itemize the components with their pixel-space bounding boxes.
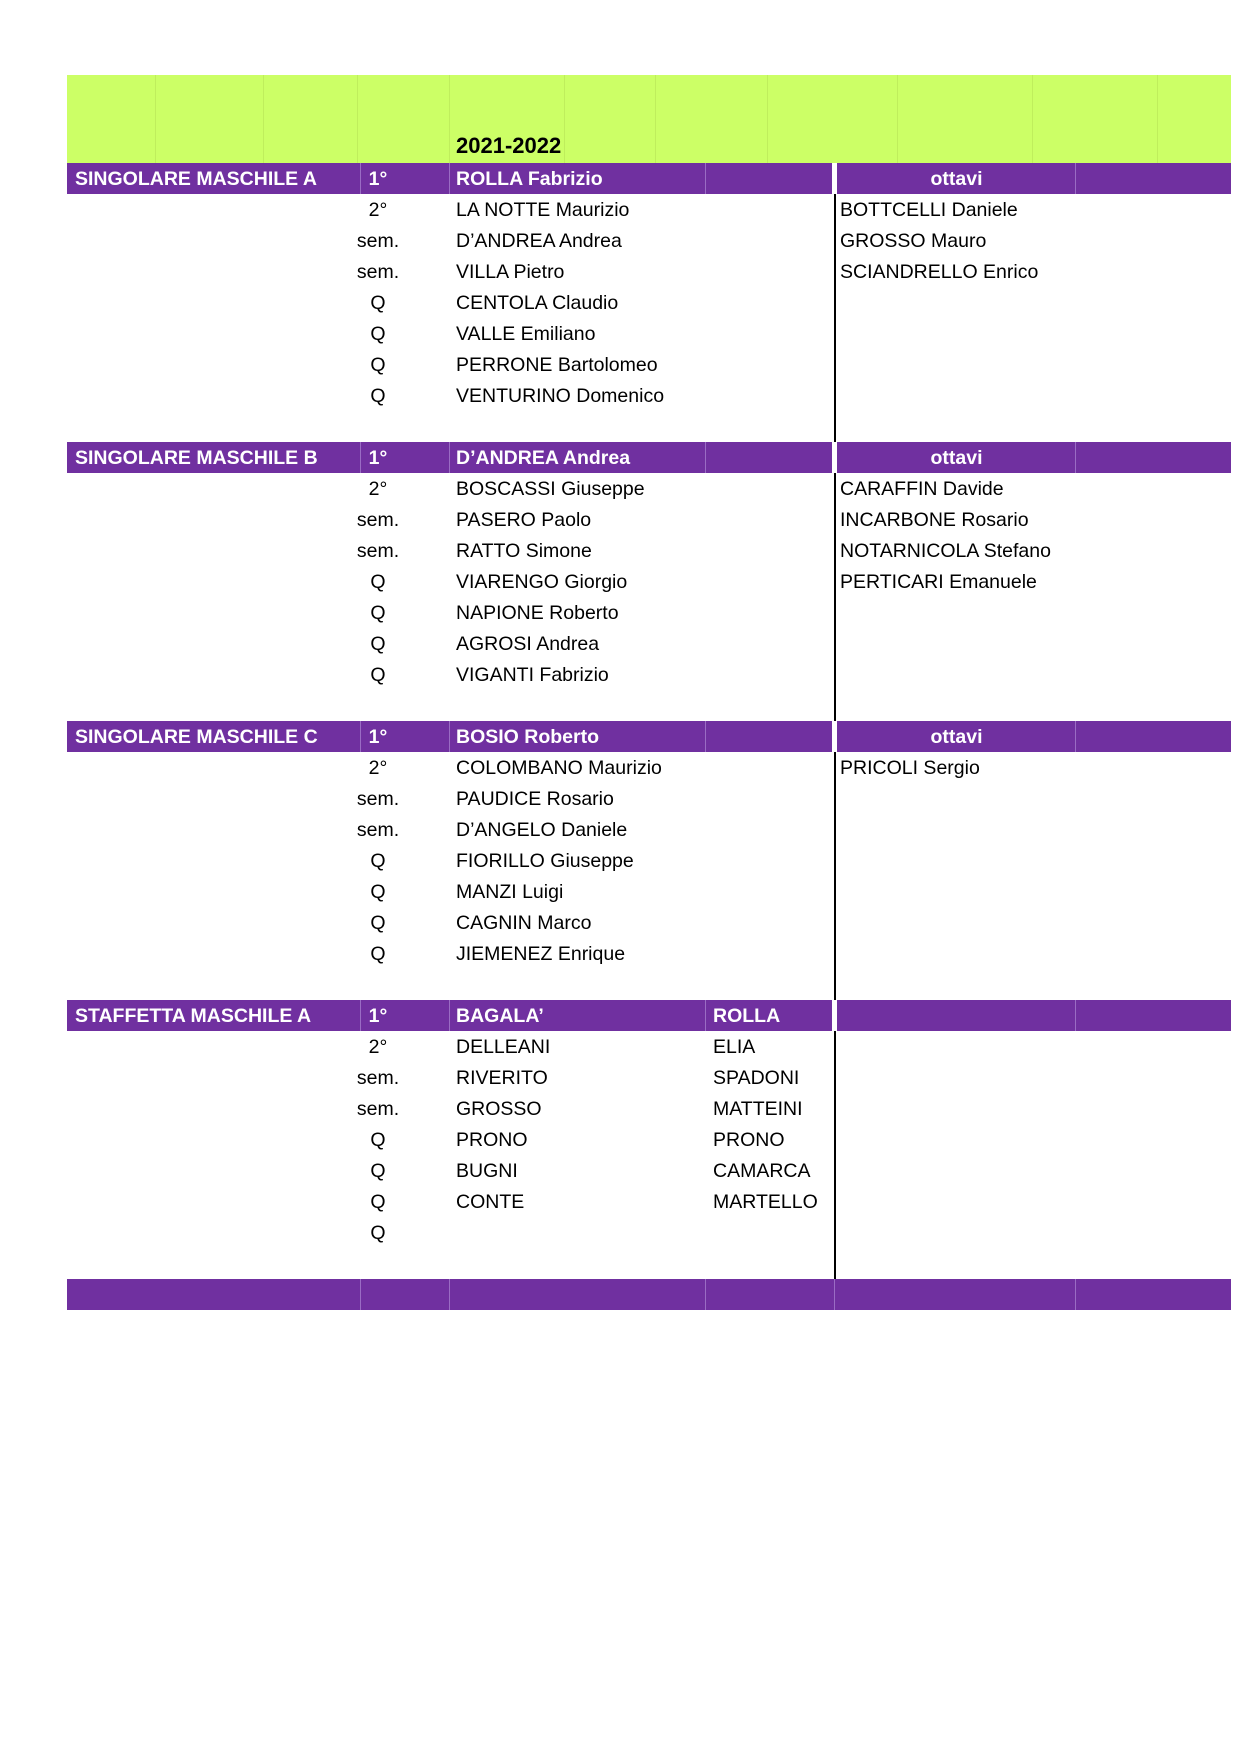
table-row	[67, 1217, 1231, 1248]
category-label: STAFFETTA MASCHILE A	[75, 1005, 312, 1027]
placement: 2°	[368, 757, 388, 779]
column-divider	[834, 194, 836, 442]
placement: 2°	[368, 478, 388, 500]
placement: sem.	[356, 788, 400, 810]
table-row	[67, 1155, 1231, 1186]
player-name: PERRONE Bartolomeo	[456, 354, 658, 376]
placement: sem.	[356, 540, 400, 562]
table-row	[67, 194, 1231, 225]
table-row	[67, 318, 1231, 349]
player-name: LA NOTTE Maurizio	[456, 199, 630, 221]
ottavi-header: ottavi	[930, 726, 983, 748]
table-row	[67, 907, 1231, 938]
section-header-row	[67, 442, 1231, 473]
table-row	[67, 1124, 1231, 1155]
player-name: RATTO Simone	[456, 540, 592, 562]
placement: Q	[370, 1191, 386, 1213]
player-name: PAUDICE Rosario	[456, 788, 614, 810]
player-name: VILLA Pietro	[456, 261, 565, 283]
ottavi-name: SCIANDRELLO Enrico	[840, 261, 1039, 283]
player-name: D’ANDREA Andrea	[456, 447, 631, 469]
ottavi-header: ottavi	[930, 168, 983, 190]
section	[67, 442, 1231, 721]
column-divider	[834, 473, 836, 721]
partner-name: MARTELLO	[713, 1191, 818, 1213]
table-row	[67, 504, 1231, 535]
placement: sem.	[356, 509, 400, 531]
player-name: D’ANDREA Andrea	[456, 230, 622, 252]
table-row	[67, 225, 1231, 256]
player-name: VIARENGO Giorgio	[456, 571, 628, 593]
placement: Q	[370, 354, 386, 376]
placement: Q	[370, 571, 386, 593]
ottavi-header: ottavi	[930, 447, 983, 469]
table-row	[67, 1186, 1231, 1217]
ottavi-name: INCARBONE Rosario	[840, 509, 1029, 531]
placement: Q	[370, 1129, 386, 1151]
table-row	[67, 845, 1231, 876]
player-name: BUGNI	[456, 1160, 518, 1182]
placement: sem.	[356, 230, 400, 252]
placement: Q	[370, 602, 386, 624]
section	[67, 1000, 1231, 1279]
player-name: JIEMENEZ Enrique	[456, 943, 626, 965]
player-name: GROSSO	[456, 1098, 542, 1120]
section	[67, 163, 1231, 442]
placement: 1°	[368, 168, 388, 190]
ottavi-header	[838, 1000, 1075, 1031]
player-name: BOSCASSI Giuseppe	[456, 478, 645, 500]
ottavi-name: PERTICARI Emanuele	[840, 571, 1037, 593]
partner-name: ELIA	[713, 1036, 756, 1058]
ottavi-name: PRICOLI Sergio	[840, 757, 980, 779]
player-name: CAGNIN Marco	[456, 912, 592, 934]
partner-name: PRONO	[713, 1129, 785, 1151]
placement: Q	[370, 1222, 386, 1244]
table-row	[67, 876, 1231, 907]
placement: sem.	[356, 261, 400, 283]
player-name: MANZI Luigi	[456, 881, 564, 903]
partner-name: SPADONI	[713, 1067, 800, 1089]
results-sheet	[67, 75, 1231, 1310]
section-header-row	[67, 1000, 1231, 1031]
table-row	[67, 349, 1231, 380]
player-name: D’ANGELO Daniele	[456, 819, 628, 841]
category-label: SINGOLARE MASCHILE C	[75, 726, 318, 748]
placement: Q	[370, 850, 386, 872]
table-row	[67, 1093, 1231, 1124]
table-row	[67, 566, 1231, 597]
placement: 1°	[368, 1005, 388, 1027]
player-name: BAGALA’	[456, 1005, 544, 1027]
player-name: CENTOLA Claudio	[456, 292, 619, 314]
partner-name: MATTEINI	[713, 1098, 803, 1120]
category-label: SINGOLARE MASCHILE A	[75, 168, 317, 190]
placement: sem.	[356, 819, 400, 841]
table-row	[67, 659, 1231, 690]
player-name: NAPIONE Roberto	[456, 602, 619, 624]
placement: 1°	[368, 726, 388, 748]
ottavi-name: CARAFFIN Davide	[840, 478, 1004, 500]
player-name: PASERO Paolo	[456, 509, 592, 531]
placement: 2°	[368, 1036, 388, 1058]
placement: Q	[370, 323, 386, 345]
category-label: SINGOLARE MASCHILE B	[75, 447, 318, 469]
sections-container	[67, 163, 1231, 1279]
placement: 2°	[368, 199, 388, 221]
table-row	[67, 1062, 1231, 1093]
player-name: FIORILLO Giuseppe	[456, 850, 634, 872]
player-name: VIGANTI Fabrizio	[456, 664, 609, 686]
placement: sem.	[356, 1098, 400, 1120]
table-row	[67, 256, 1231, 287]
placement: Q	[370, 881, 386, 903]
player-name: VENTURINO Domenico	[456, 385, 665, 407]
placement: Q	[370, 385, 386, 407]
player-name: BOSIO Roberto	[456, 726, 600, 748]
table-row	[67, 814, 1231, 845]
table-row	[67, 287, 1231, 318]
partner-name: ROLLA	[713, 1005, 781, 1027]
section	[67, 721, 1231, 1000]
player-name: AGROSI Andrea	[456, 633, 600, 655]
player-name: PRONO	[456, 1129, 528, 1151]
table-row	[67, 783, 1231, 814]
placement: Q	[370, 1160, 386, 1182]
table-row	[67, 752, 1231, 783]
ottavi-name: NOTARNICOLA Stefano	[840, 540, 1051, 562]
partner-name: CAMARCA	[713, 1160, 811, 1182]
table-row	[67, 938, 1231, 969]
placement: 1°	[368, 447, 388, 469]
placement: Q	[370, 912, 386, 934]
placement: sem.	[356, 1067, 400, 1089]
column-divider	[834, 1031, 836, 1279]
player-name: VALLE Emiliano	[456, 323, 596, 345]
table-row	[67, 535, 1231, 566]
table-row	[67, 473, 1231, 504]
table-row	[67, 1031, 1231, 1062]
table-row	[67, 597, 1231, 628]
section-header-row	[67, 721, 1231, 752]
season-banner	[67, 75, 1231, 163]
table-row	[67, 380, 1231, 411]
section-header-row	[67, 163, 1231, 194]
placement: Q	[370, 943, 386, 965]
table-row	[67, 628, 1231, 659]
column-divider	[834, 752, 836, 1000]
placement: Q	[370, 292, 386, 314]
player-name: CONTE	[456, 1191, 525, 1213]
placement: Q	[370, 664, 386, 686]
season-year: 2021-2022	[456, 133, 562, 158]
player-name: RIVERITO	[456, 1067, 548, 1089]
ottavi-name: GROSSO Mauro	[840, 230, 987, 252]
ottavi-name: BOTTCELLI Daniele	[840, 199, 1018, 221]
footer-bar	[67, 1279, 1231, 1310]
player-name: COLOMBANO Maurizio	[456, 757, 662, 779]
player-name: DELLEANI	[456, 1036, 551, 1058]
placement: Q	[370, 633, 386, 655]
player-name: ROLLA Fabrizio	[456, 168, 603, 190]
